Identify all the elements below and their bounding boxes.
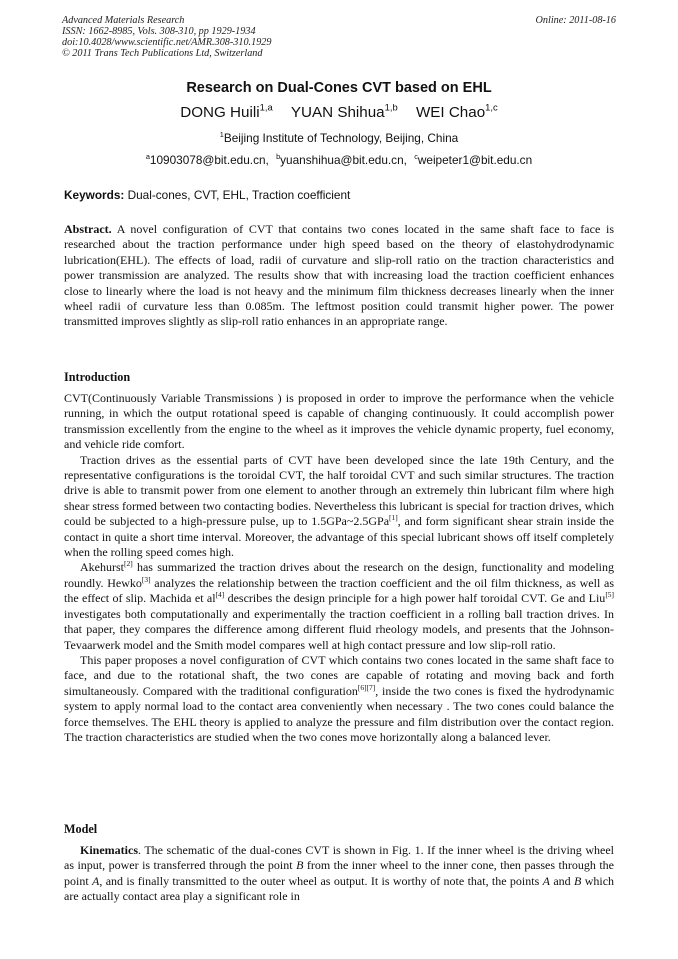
paper-title: Research on Dual-Cones CVT based on EHL [186, 80, 492, 96]
author: DONG Huili$^{1,a}$ [180, 101, 273, 121]
issn-line: ISSN: 1662-8985, Vols. 308-310, pp 1929-1934 [62, 26, 256, 37]
model-body [64, 843, 614, 905]
paragraph: Kinematics. The schematic of the dual-cones CVT is shown in Fig. 1. If the inner wheel is the driving wheel as input, power is transferred through the point B from the inner wheel to the inner cone, then passes through the point A, and is finally transmitted to the outer wheel as output. It is worthy of note that, the points A and B which are actually contact area play a significant role in [64, 843, 615, 904]
section-heading-model: Model [64, 822, 98, 836]
paragraph: CVT(Continuously Variable Transmissions ) is proposed in order to improve the performance when the vehicle running, in which the output rotational speed is capable of changing continuously. It could accomplish power transmission excellently from the engine to the wheel as it improves the vehicle dynamic property, fuel economy, and vehicle ride comfort. [64, 391, 614, 452]
journal-header [62, 15, 616, 59]
doi-line: doi:10.4028/www.scientific.net/AMR.308-310.1929 [62, 37, 272, 48]
email: $^a$10903078@bit.edu.cn, [145, 151, 269, 167]
abstract [64, 222, 614, 330]
journal-name: Advanced Materials Research [62, 15, 185, 26]
paragraph: Traction drives as the essential parts of CVT have been developed since the late 19th Century, and the representative configurations is the toroidal CVT, the half toroidal CVT and such similar structures. The traction drive is able to transmit power from one element to another through an extremely thin lubricant film where high shear stress formed between two contacting bodies. Nevertheless this lubricant is special for traction drives, which could be subjected to a high-pressure pulse, up to 1.5GPa~2.5GPa[1], and form significant shear strain inside the contact in quite a short time interval. Moreover, the advantage of this special lubricant shows off itself completely when the rolling speed comes high. [64, 452, 615, 560]
introduction-body [64, 391, 614, 745]
keywords: Keywords: Dual-cones, CVT, EHL, Traction coefficient [64, 188, 351, 202]
email-list [0, 153, 678, 167]
copyright-line: © 2011 Trans Tech Publications Ltd, Switzerland [62, 48, 263, 59]
online-date: Online: 2011-08-16 [535, 15, 616, 26]
abstract-text: A novel configuration of CVT that contains two cones located in the same shaft face to face is researched about the traction performance under high speed based on the theory of elastohydrodynamic lubrication(EHL). The effects of load, radii of curvature and slip-roll ratio on the traction characteristics and power transmission are analyzed. The results show that with increasing load the traction coefficient enhances close to linearly where the load is not heavy and the minimum film thickness decreases linearly when the inner wheel radii of curvature less than 0.085m. The leftmost position could transmit higher power. The power transmitted improves slightly as slip-roll ratio enhances in an appropriate range. [64, 222, 614, 329]
abstract-label: Abstract. [64, 222, 112, 236]
author: YUAN Shihua$^{1,b}$ [290, 101, 398, 121]
email: $^b$yuanshihua@bit.edu.cn, [276, 151, 407, 167]
affiliation: $^1$Beijing Institute of Technology, Beijing, China [219, 129, 459, 145]
author-list [0, 101, 678, 121]
author: WEI Chao$^{1,c}$ [415, 101, 498, 121]
section-heading-introduction: Introduction [64, 370, 131, 384]
paragraph: Akehurst[2] has summarized the traction drives about the research on the design, functionality and modeling roundly. Hewko[3] analyzes the relationship between the traction coefficient and the oil film thickness, as well as the effect of slip. Machida et al[4] describes the design principle for a high power half toroidal CVT. Ge and Liu[5] investigates both computationally and experimentally the traction coefficient in a rolling ball traction drives. In that paper, they compares the difference among different fluid rheology models, and presents that the Johnson-Tevaarwerk model and the Smith model compares well at high contact pressure and low slip-roll ratio. [64, 559, 614, 652]
email: $^c$weipeter1@bit.edu.cn [414, 151, 533, 167]
paragraph: This paper proposes a novel configuration of CVT which contains two cones located in the same shaft face to face, and due to the rotational shaft, the two cones are capable of rotating and moving back and forth simultaneously. Compared with the traditional configuration[6][7], inside the two cones is fixed the hydrodynamic system to apply normal load to the contact area conveniently when necessary . The two cones could balance the force themselves. The EHL theory is applied to analyze the pressure and film distribution over the contact region. The traction characteristics are studied when the two cones move horizontally along a balanced lever. [64, 652, 614, 744]
